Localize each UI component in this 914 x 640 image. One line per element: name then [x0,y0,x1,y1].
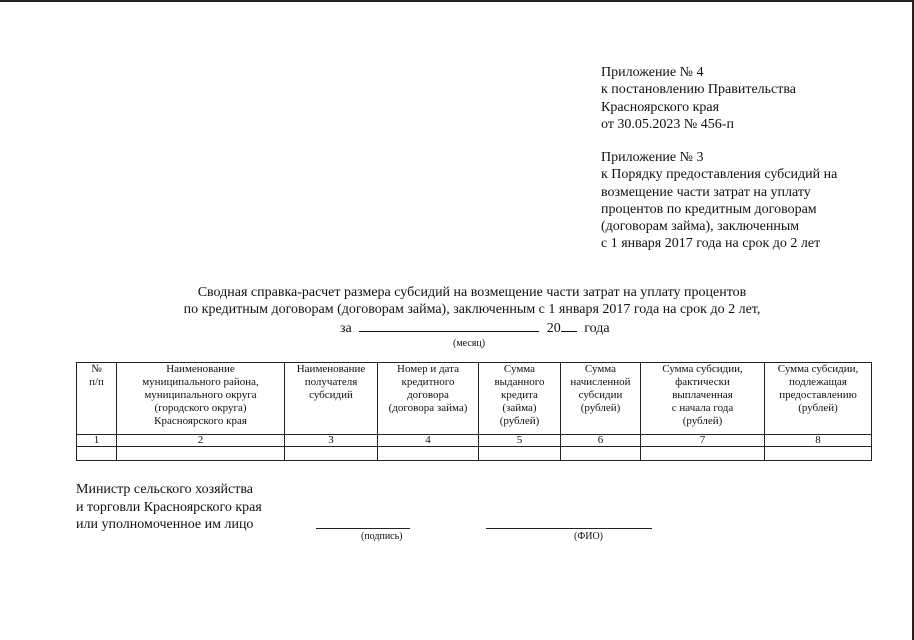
header-loan-amount [479,363,561,435]
year-blank-field[interactable] [561,319,577,332]
header-text: № п/п [89,363,104,388]
signature-field[interactable] [316,528,410,529]
period-suffix: года [584,321,610,336]
calculation-table [76,362,872,461]
column-number: 5 [479,435,561,447]
month-blank-field[interactable] [359,319,539,332]
period-year-prefix: 20 [546,321,561,336]
table-cell[interactable] [77,447,117,461]
annex-original-line: с 1 января 2017 года на срок до 2 лет [601,236,821,252]
header-number [77,363,117,435]
table-cell[interactable] [117,447,285,461]
table-cell[interactable] [285,447,378,461]
column-number: 7 [641,435,765,447]
annex-current-line: от 30.05.2023 № 456-п [601,116,734,132]
column-number: 4 [378,435,479,447]
column-number: 8 [765,435,872,447]
column-number: 2 [117,435,285,447]
full-name-field[interactable] [486,528,652,529]
table-cell[interactable] [765,447,872,461]
header-text: Номер и дата кредитного договора (договора займа) [388,363,468,414]
annex-current-line: к постановлению Правительства [601,82,797,98]
signature-label: (подпись) [361,531,403,542]
header-text: Наименование получателя субсидий [296,363,366,401]
table-cell[interactable] [479,447,561,461]
annex-current-line: Красноярского края [601,99,720,115]
title-line-1: Сводная справка-расчет размера субсидий на возмещение части затрат на уплату процентов [197,285,747,300]
header-recipient [285,363,378,435]
header-accrued-subsidy [561,363,641,435]
column-number: 6 [561,435,641,447]
signer-line: и торговли Красноярского края [76,499,262,515]
header-text: Сумма выданного кредита (займа) (рублей) [494,363,545,427]
annex-original-line: к Порядку предоставления субсидий на [601,167,838,183]
annex-current [601,64,796,133]
header-due-subsidy [765,363,872,435]
signer-line: Министр сельского хозяйства [76,482,253,497]
annex-original-line: процентов по кредитным договорам [601,201,817,217]
column-number-row [77,435,872,447]
column-number: 3 [285,435,378,447]
table-header-row [77,363,872,435]
title-line-2: по кредитным договорам (договорам займа), заключенным с 1 января 2017 года на срок до 2 лет, [183,302,761,317]
annex-original [601,149,837,253]
annex-original-line: возмещение части затрат на уплату [601,184,811,200]
page-top-edge [0,0,914,2]
header-text: Сумма субсидии, фактически выплаченная с начала года (рублей) [662,363,743,427]
header-district [117,363,285,435]
header-text: Сумма начисленной субсидии (рублей) [570,363,631,414]
annex-original-line: Приложение № 3 [601,150,704,165]
table-cell[interactable] [561,447,641,461]
signer-block [76,481,262,534]
header-paid-subsidy [641,363,765,435]
month-hint: (месяц) [453,338,486,349]
header-text: Наименование муниципального района, муниципального округа (городского округа) Красноярского края [142,363,259,427]
annex-current-line: Приложение № 4 [601,65,704,80]
full-name-label: (ФИО) [574,531,604,542]
table-cell[interactable] [641,447,765,461]
table-cell[interactable] [378,447,479,461]
signer-line: или уполномоченное им лицо [76,517,254,532]
period-line [340,319,610,337]
document-title [0,284,914,318]
header-contract [378,363,479,435]
column-number: 1 [77,435,117,447]
period-prefix: за [340,321,352,336]
header-text: Сумма субсидии, подлежащая предоставлению (рублей) [777,363,859,414]
table-row [77,447,872,461]
annex-original-line: (договорам займа), заключенным [601,219,800,235]
